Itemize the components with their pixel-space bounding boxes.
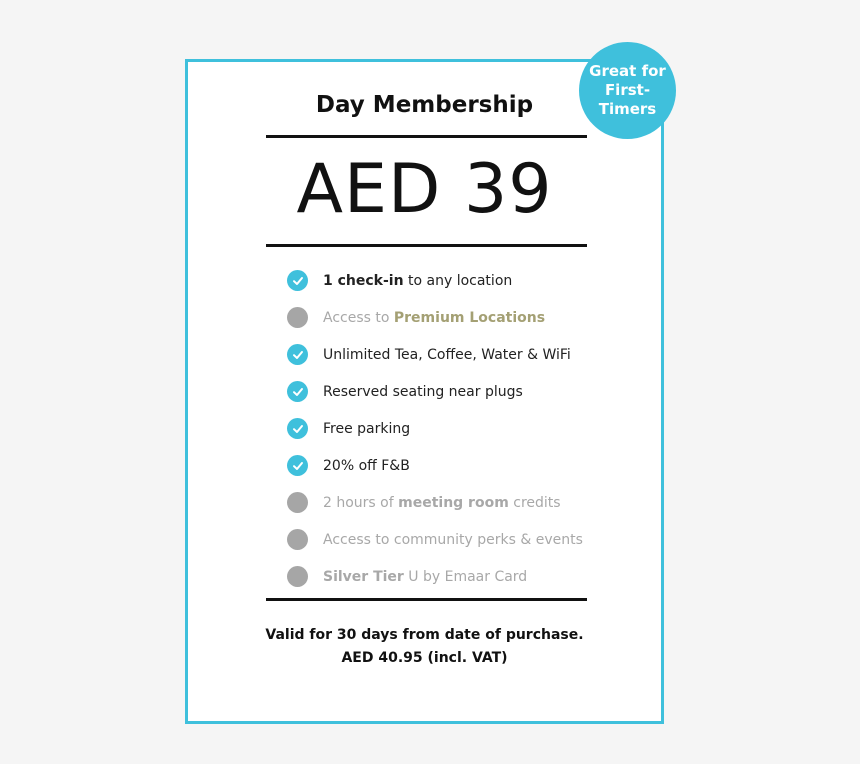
feature-item xyxy=(287,262,627,299)
first-timers-badge: Great for First-Timers xyxy=(579,42,676,139)
check-icon xyxy=(287,344,308,365)
feature-label-text: to any location xyxy=(403,272,513,289)
membership-card xyxy=(185,59,664,724)
feature-item xyxy=(287,558,627,595)
feature-label-text: U by Emaar Card xyxy=(403,568,528,585)
check-icon xyxy=(287,418,308,439)
feature-label xyxy=(323,310,545,326)
feature-label-bold: Silver Tier xyxy=(323,568,404,585)
feature-label-bold: 1 check-in xyxy=(323,272,404,289)
validity-note xyxy=(188,624,661,670)
feature-label-prefix: 2 hours of xyxy=(323,494,399,511)
check-icon xyxy=(287,455,308,476)
feature-label: Free parking xyxy=(323,420,411,437)
feature-item xyxy=(287,447,627,484)
feature-item xyxy=(287,336,627,373)
feature-item xyxy=(287,484,627,521)
feature-label: Access to community perks & events xyxy=(323,531,583,548)
feature-label-text: credits xyxy=(508,494,561,511)
feature-label-bold: meeting room xyxy=(398,494,509,511)
feature-list xyxy=(287,262,627,595)
divider-top xyxy=(266,135,587,138)
check-icon xyxy=(287,381,308,402)
feature-label-highlight: Premium Locations xyxy=(393,309,546,326)
feature-label: Reserved seating near plugs xyxy=(323,383,523,400)
unavailable-icon xyxy=(287,529,308,550)
feature-item xyxy=(287,373,627,410)
feature-label-prefix: Access to xyxy=(323,309,394,326)
unavailable-icon xyxy=(287,566,308,587)
feature-label xyxy=(323,495,561,511)
unavailable-icon xyxy=(287,492,308,513)
feature-label xyxy=(323,569,527,585)
divider-bottom xyxy=(266,598,587,601)
feature-label: Unlimited Tea, Coffee, Water & WiFi xyxy=(323,346,571,363)
feature-item xyxy=(287,410,627,447)
plan-price: AED 39 xyxy=(296,150,553,229)
unavailable-icon xyxy=(287,307,308,328)
plan-title: Day Membership xyxy=(315,92,534,118)
divider-middle xyxy=(266,244,587,247)
feature-label xyxy=(323,273,512,289)
check-icon xyxy=(287,270,308,291)
validity-text: Valid for 30 days from date of purchase. xyxy=(265,627,584,643)
vat-price: AED 40.95 (incl. VAT) xyxy=(341,650,508,666)
feature-label: 20% off F&B xyxy=(323,457,410,474)
feature-item xyxy=(287,521,627,558)
feature-item xyxy=(287,299,627,336)
